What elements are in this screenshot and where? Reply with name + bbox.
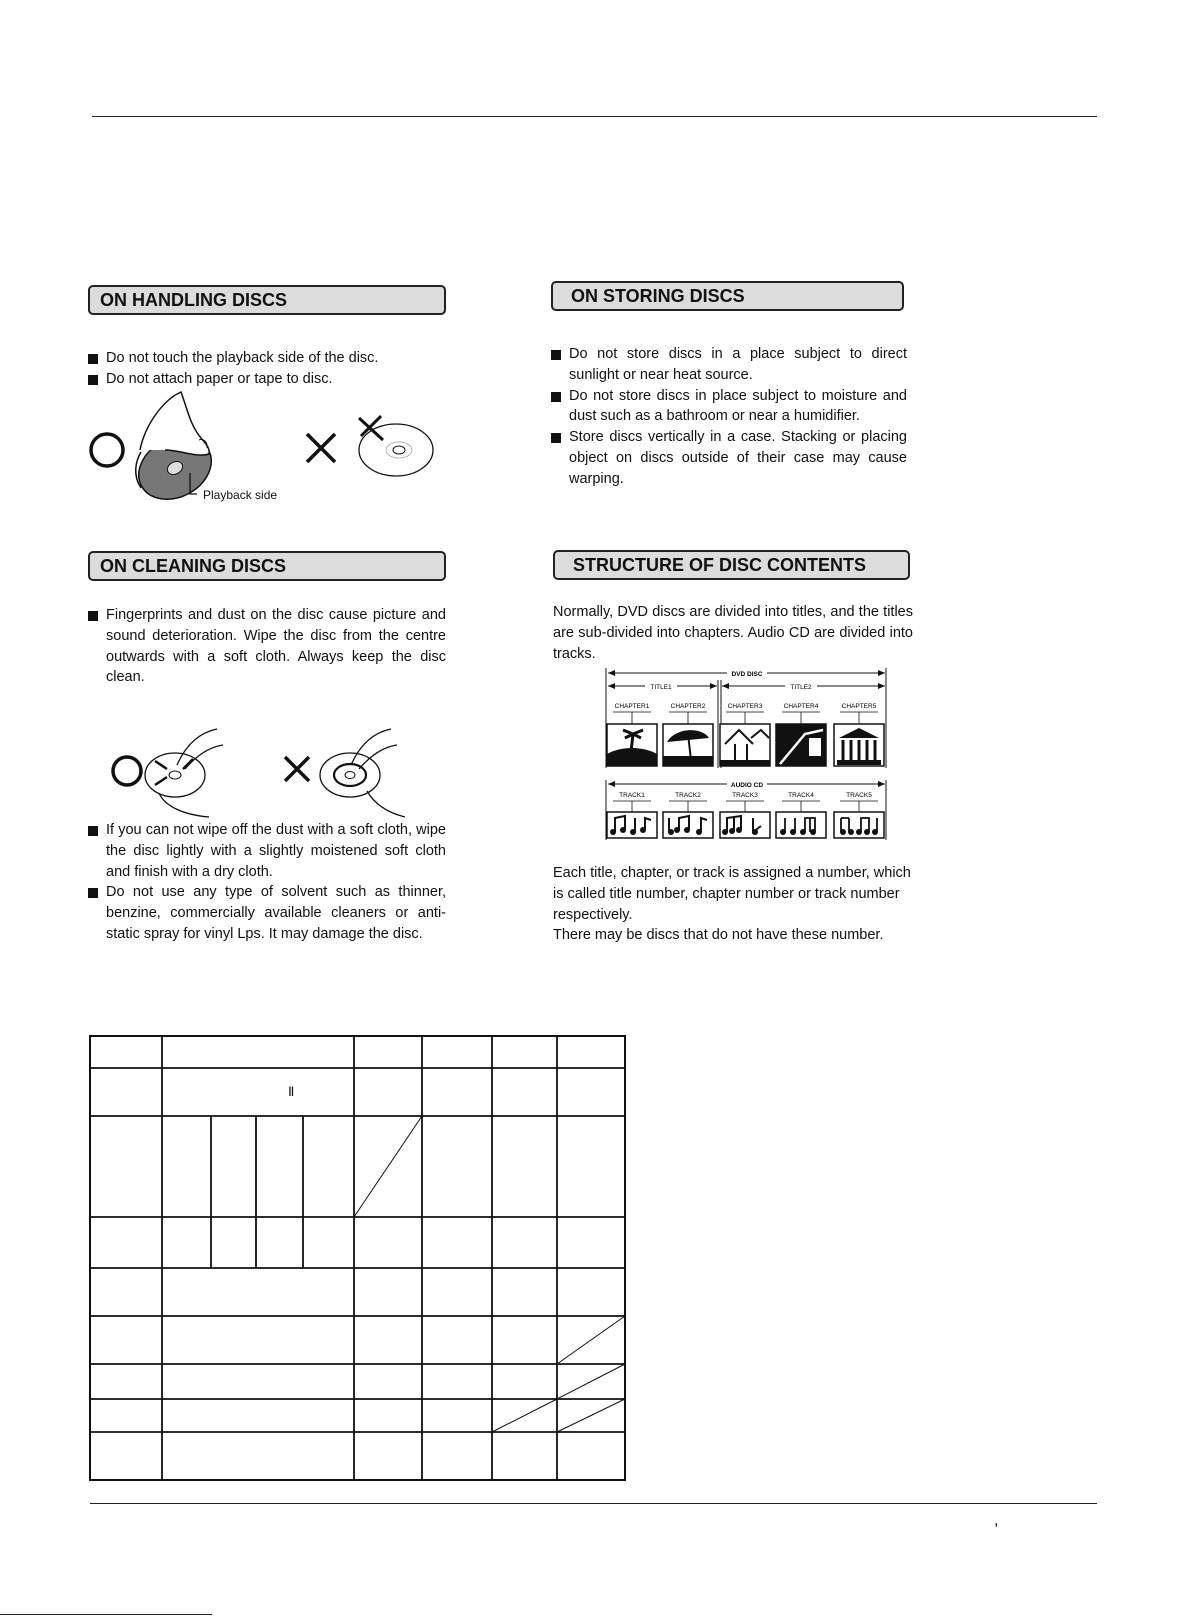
storing-bullets: [551, 344, 907, 490]
cleaning-bullets-top: [88, 605, 446, 688]
chapter1-label: CHAPTER1: [614, 703, 650, 710]
bottom-rule: [90, 1503, 1097, 1504]
list-item: Do not touch the playback side of the disc.: [88, 348, 448, 369]
list-item: Do not store discs in place subject to moisture and dust such as a bathroom or near a humidifier.: [551, 386, 907, 428]
structure-outro-line: There may be discs that do not have these number.: [553, 927, 884, 944]
road-building-icon: [776, 724, 826, 766]
dvd-disc-label: DVD DISC: [731, 671, 763, 678]
hand-wiping-disc-radial-icon: [145, 729, 223, 817]
music-notes-icon: [663, 812, 713, 838]
chapter3-label: CHAPTER3: [727, 703, 763, 710]
list-item: Store discs vertically in a case. Stacking or placing object on discs outside of their case may cause warping.: [551, 427, 907, 489]
footer-mark: ,: [994, 1512, 999, 1529]
cleaning-illustration: [105, 725, 415, 820]
track1-label: TRACK1: [619, 792, 645, 799]
chapter5-label: CHAPTER5: [841, 703, 877, 710]
dvd-structure-diagram: [605, 668, 890, 770]
title1-label: TITLE1: [650, 684, 672, 691]
structure-intro: Normally, DVD discs are divided into titles, and the titles are sub-divided into chapters. Audio CD are divided into tracks.: [553, 604, 913, 662]
top-rule: [92, 116, 1097, 117]
house-icon: [720, 724, 770, 766]
audio-cd-label: AUDIO CD: [730, 782, 764, 789]
circle-ok-icon: [113, 757, 141, 785]
hand-wiping-disc-circular-icon: [320, 729, 405, 817]
list-item: Do not store discs in a place subject to direct sunlight or near heat source.: [551, 344, 907, 386]
storing-heading: ON STORING DISCS: [551, 281, 904, 311]
list-item: Fingerprints and dust on the disc cause picture and sound deterioration. Wipe the disc from the centre outwards with a soft cloth. Always keep the disc clean.: [88, 605, 446, 688]
cross-ng-icon: [307, 434, 335, 462]
island-icon: [607, 724, 657, 766]
music-notes-icon: [607, 812, 657, 838]
edge-mark: [0, 1614, 212, 1615]
track3-label: TRACK3: [732, 792, 758, 799]
handling-bullets: [88, 348, 448, 390]
chapter4-label: CHAPTER4: [783, 703, 819, 710]
temple-icon: [834, 724, 884, 766]
list-item: If you can not wipe off the dust with a soft cloth, wipe the disc lightly with a slightly moistened soft cloth and finish with a dry cloth.: [88, 820, 446, 882]
list-item: Do not use any type of solvent such as thinner, benzine, commercially available cleaners or anti-static spray for vinyl Lps. It may damage the disc.: [88, 882, 446, 944]
cleaning-heading: ON CLEANING DISCS: [88, 551, 446, 581]
title2-label: TITLE2: [790, 684, 812, 691]
structure-outro-line: Each title, chapter, or track is assigned a number, which is called title number, chapter number or track number respectively.: [553, 865, 911, 923]
structure-heading: STRUCTURE OF DISC CONTENTS: [553, 550, 910, 580]
music-notes-icon: [834, 812, 884, 838]
cross-ng-icon: [285, 757, 309, 781]
music-notes-icon: [776, 812, 826, 838]
chapter2-label: CHAPTER2: [670, 703, 706, 710]
structure-outro: [553, 863, 913, 946]
track4-label: TRACK4: [788, 792, 814, 799]
playback-side-caption: Playback side: [203, 488, 278, 502]
list-item: Do not attach paper or tape to disc.: [88, 369, 448, 390]
track2-label: TRACK2: [675, 792, 701, 799]
beach-icon: [663, 724, 713, 766]
handling-heading: ON HANDLING DISCS: [88, 285, 446, 315]
circle-ok-icon: [91, 434, 123, 466]
audio-cd-structure-diagram: [605, 780, 890, 842]
cleaning-bullets-bottom: [88, 820, 446, 945]
disc-icon: [359, 416, 433, 476]
track5-label: TRACK5: [846, 792, 872, 799]
music-notes-icon: [720, 812, 770, 838]
spec-table-grid: [88, 1034, 628, 1482]
table-marker: Ⅱ: [288, 1084, 295, 1099]
